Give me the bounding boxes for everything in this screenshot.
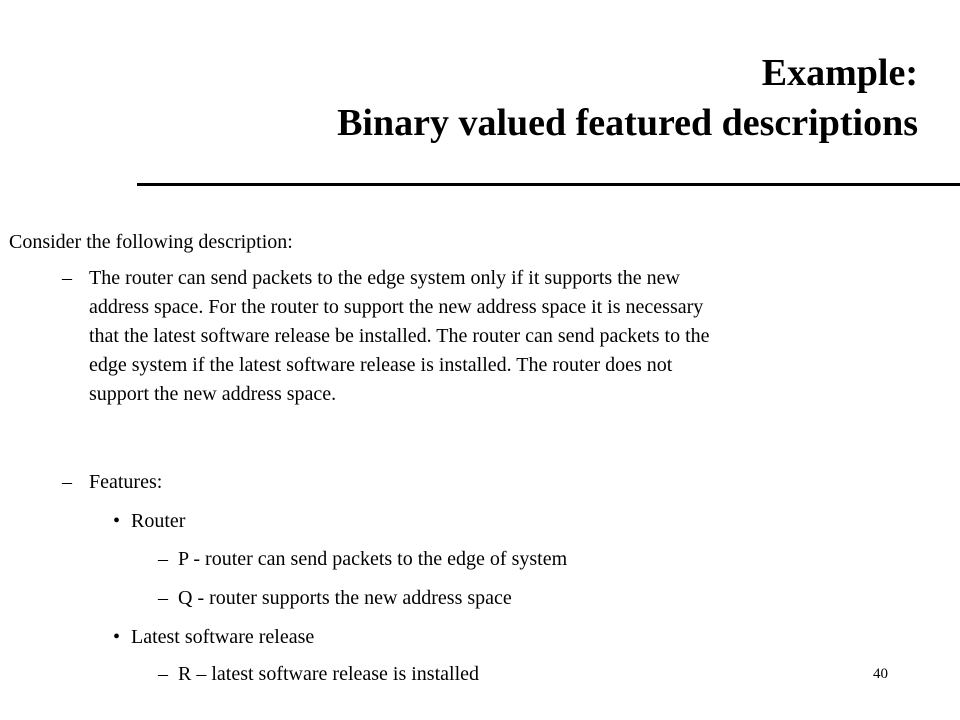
feature-item-r: R – latest software release is installed: [178, 663, 480, 685]
dash-marker: –: [62, 471, 72, 493]
dash-marker: –: [158, 663, 168, 685]
description-line: edge system if the latest software release is installed. The router does not: [89, 354, 673, 376]
dash-marker: –: [62, 267, 72, 289]
bullet-marker: •: [113, 626, 121, 648]
description-line: The router can send packets to the edge system only if it supports the new: [89, 267, 680, 289]
feature-item-q: Q - router supports the new address space: [178, 587, 512, 609]
bullet-marker: •: [113, 510, 121, 532]
dash-marker: –: [158, 548, 168, 570]
intro-text: Consider the following description:: [9, 231, 293, 253]
description-line: support the new address space.: [89, 383, 337, 405]
title-line-1: Example:: [761, 52, 918, 94]
dash-marker: –: [158, 587, 168, 609]
description-line: address space. For the router to support the new address space it is necessary: [89, 296, 704, 318]
features-label: Features:: [89, 471, 163, 493]
description-line: that the latest software release be installed. The router can send packets to the: [89, 325, 710, 347]
page-number: 40: [873, 666, 888, 682]
feature-item-p: P - router can send packets to the edge of system: [178, 548, 568, 570]
feature-group-router: Router: [131, 510, 186, 532]
feature-group-software: Latest software release: [131, 626, 315, 648]
title-line-2: Binary valued featured descriptions: [337, 102, 918, 144]
